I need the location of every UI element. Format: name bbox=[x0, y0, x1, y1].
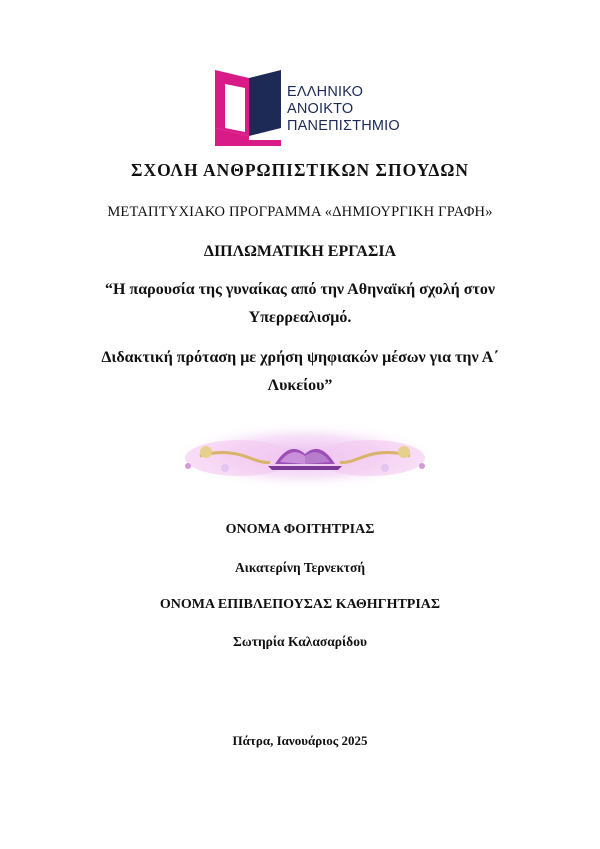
university-name bbox=[287, 84, 400, 135]
thesis-title-line-4: Λυκείου” bbox=[267, 377, 333, 394]
student-label: ΟΝΟΜΑ ΦΟΙΤΗΤΡΙΑΣ bbox=[225, 522, 375, 537]
student-name: Αικατερίνη Τερνεκτσή bbox=[234, 560, 366, 575]
thesis-title-line-2: Υπερρεαλισμό. bbox=[248, 309, 352, 326]
thesis-title-line-3: Διδακτική πρόταση με χρήση ψηφιακών μέσων για την Α΄ bbox=[101, 349, 499, 366]
logo-line-1: ΕΛΛΗΝΙΚΟ bbox=[287, 84, 364, 100]
thesis-title-line-1: “Η παρουσία της γυναίκας από την Αθηναϊκή σχολή στον bbox=[105, 281, 495, 298]
open-book-ornament-icon bbox=[170, 418, 440, 493]
supervisor-name: Σωτηρία Καλασαρίδου bbox=[233, 634, 367, 649]
university-logo-icon bbox=[215, 70, 285, 146]
school-heading: ΣΧΟΛΗ ΑΝΘΡΩΠΙΣΤΙΚΩΝ ΣΠΟΥΔΩΝ bbox=[131, 160, 469, 180]
program-name: ΜΕΤΑΠΤΥΧΙΑΚΟ ΠΡΟΓΡΑΜΜΑ «ΔΗΜΙΟΥΡΓΙΚΗ ΓΡΑΦΗ» bbox=[107, 204, 493, 220]
supervisor-label: ΟΝΟΜΑ ΕΠΙΒΛΕΠΟΥΣΑΣ ΚΑΘΗΓΗΤΡΙΑΣ bbox=[159, 597, 441, 612]
thesis-type: ΔΙΠΛΩΜΑΤΙΚΗ ΕΡΓΑΣΙΑ bbox=[203, 243, 397, 260]
logo-line-3: ΠΑΝΕΠΙΣΤΗΜΙΟ bbox=[287, 118, 400, 134]
logo-line-2: ΑΝΟΙΚΤΟ bbox=[287, 101, 354, 117]
university-logo bbox=[215, 70, 415, 146]
place-date: Πάτρα, Ιανουάριος 2025 bbox=[232, 733, 368, 748]
